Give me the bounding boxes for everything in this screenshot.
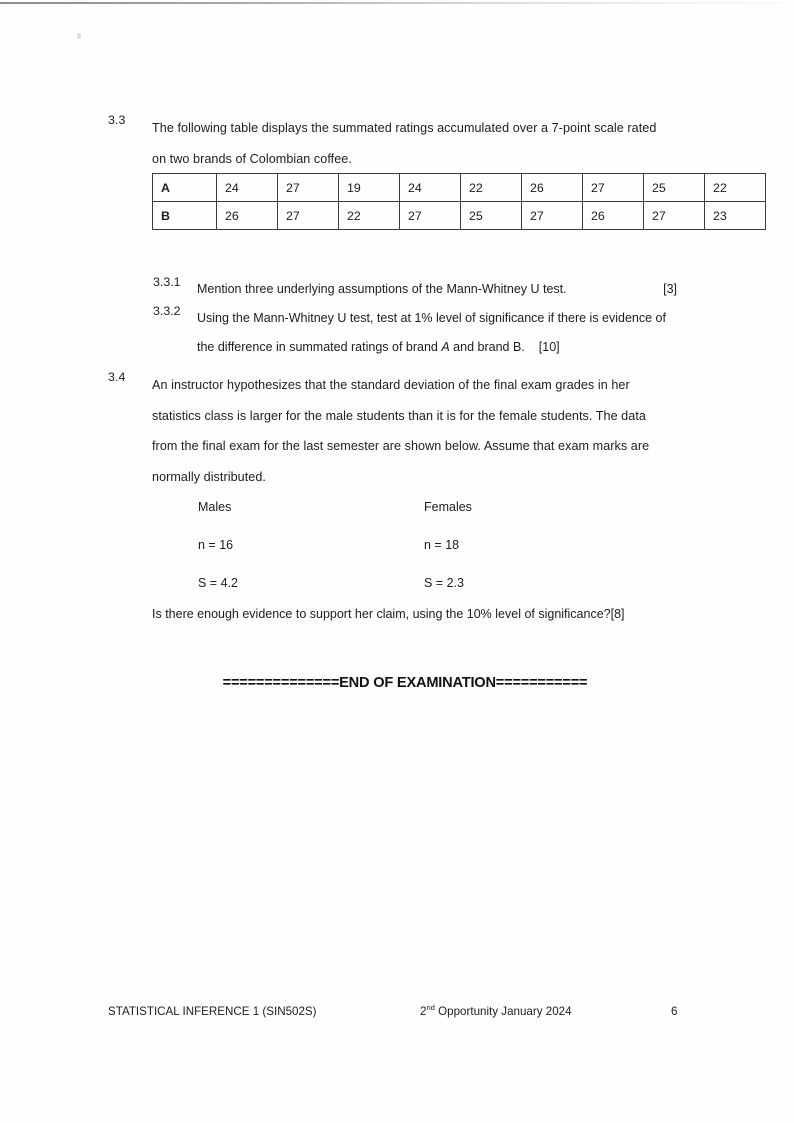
footer-page-number: 6 (671, 1005, 678, 1018)
females-n: n = 18 (424, 538, 460, 552)
brand-a-italic: A (441, 340, 450, 354)
ratings-table-body (153, 174, 766, 230)
footer-session-ordinal: nd (426, 1003, 435, 1013)
question-3-3-2-body-after: and brand B. (449, 340, 525, 354)
question-3-3-1-body: Mention three underlying assumptions of the Mann-Whitney U test. (197, 282, 567, 296)
females-heading: Females (424, 500, 472, 514)
table-cell: 24 (217, 174, 278, 202)
question-text-3-4: An instructor hypothesizes that the standard deviation of the final exam grades in her statistics class is larger for the male students than it is for the female students. The data from the final exam for the last semester are shown below. Assume that exam marks are normally distributed. (152, 378, 650, 484)
scan-speck-artifact (77, 33, 81, 39)
table-cell: 22 (339, 202, 400, 230)
end-of-examination-banner: ==============END OF EXAMINATION=========== (222, 675, 588, 691)
table-cell: 27 (583, 174, 644, 202)
question-number-3-3: 3.3 (108, 113, 126, 127)
table-cell: 27 (400, 202, 461, 230)
question-number-3-4: 3.4 (108, 370, 126, 384)
males-s: S = 4.2 (198, 576, 238, 590)
table-row-label: A (153, 174, 217, 202)
table-cell: 26 (217, 202, 278, 230)
marks-3-3-1: [3] (663, 282, 677, 296)
question-text-3-4-closing: Is there enough evidence to support her claim, using the 10% level of significance?[8] (152, 607, 625, 621)
question-number-3-3-1: 3.3.1 (153, 275, 181, 289)
question-text-3-3: The following table displays the summated ratings accumulated over a 7-point scale rated on two brands of Colombian coffee. (152, 121, 657, 166)
stats-column-males (198, 488, 238, 602)
footer-session-number: 2 (420, 1005, 427, 1018)
males-heading: Males (198, 500, 232, 514)
footer-course-title: STATISTICAL INFERENCE 1 (SIN502S) (108, 1005, 317, 1018)
table-cell: 27 (522, 202, 583, 230)
table-cell: 23 (705, 202, 766, 230)
table-row (153, 174, 766, 202)
stats-column-females (424, 488, 472, 602)
scan-edge-artifact (0, 2, 794, 4)
table-cell: 22 (461, 174, 522, 202)
table-cell: 27 (644, 202, 705, 230)
footer-session (420, 1005, 572, 1018)
question-number-3-3-2: 3.3.2 (153, 304, 181, 318)
table-cell: 22 (705, 174, 766, 202)
males-n: n = 16 (198, 538, 234, 552)
table-cell: 26 (522, 174, 583, 202)
ratings-table (152, 173, 766, 230)
table-row-label: B (153, 202, 217, 230)
table-cell: 26 (583, 202, 644, 230)
question-text-3-3-1 (197, 275, 677, 304)
table-cell: 19 (339, 174, 400, 202)
table-row (153, 202, 766, 230)
marks-3-3-2: [10] (538, 340, 560, 354)
females-s: S = 2.3 (424, 576, 464, 590)
question-3-3-2-body-before: Using the Mann-Whitney U test, test at 1% level of significance if there is evidence of the difference in summated ratings of brand (197, 311, 666, 354)
table-cell: 25 (644, 174, 705, 202)
table-cell: 27 (278, 174, 339, 202)
question-text-3-3-2 (197, 304, 677, 362)
table-cell: 27 (278, 202, 339, 230)
table-cell: 24 (400, 174, 461, 202)
page-footer (0, 1005, 794, 1025)
table-cell: 25 (461, 202, 522, 230)
footer-session-text: Opportunity January 2024 (434, 1005, 572, 1018)
